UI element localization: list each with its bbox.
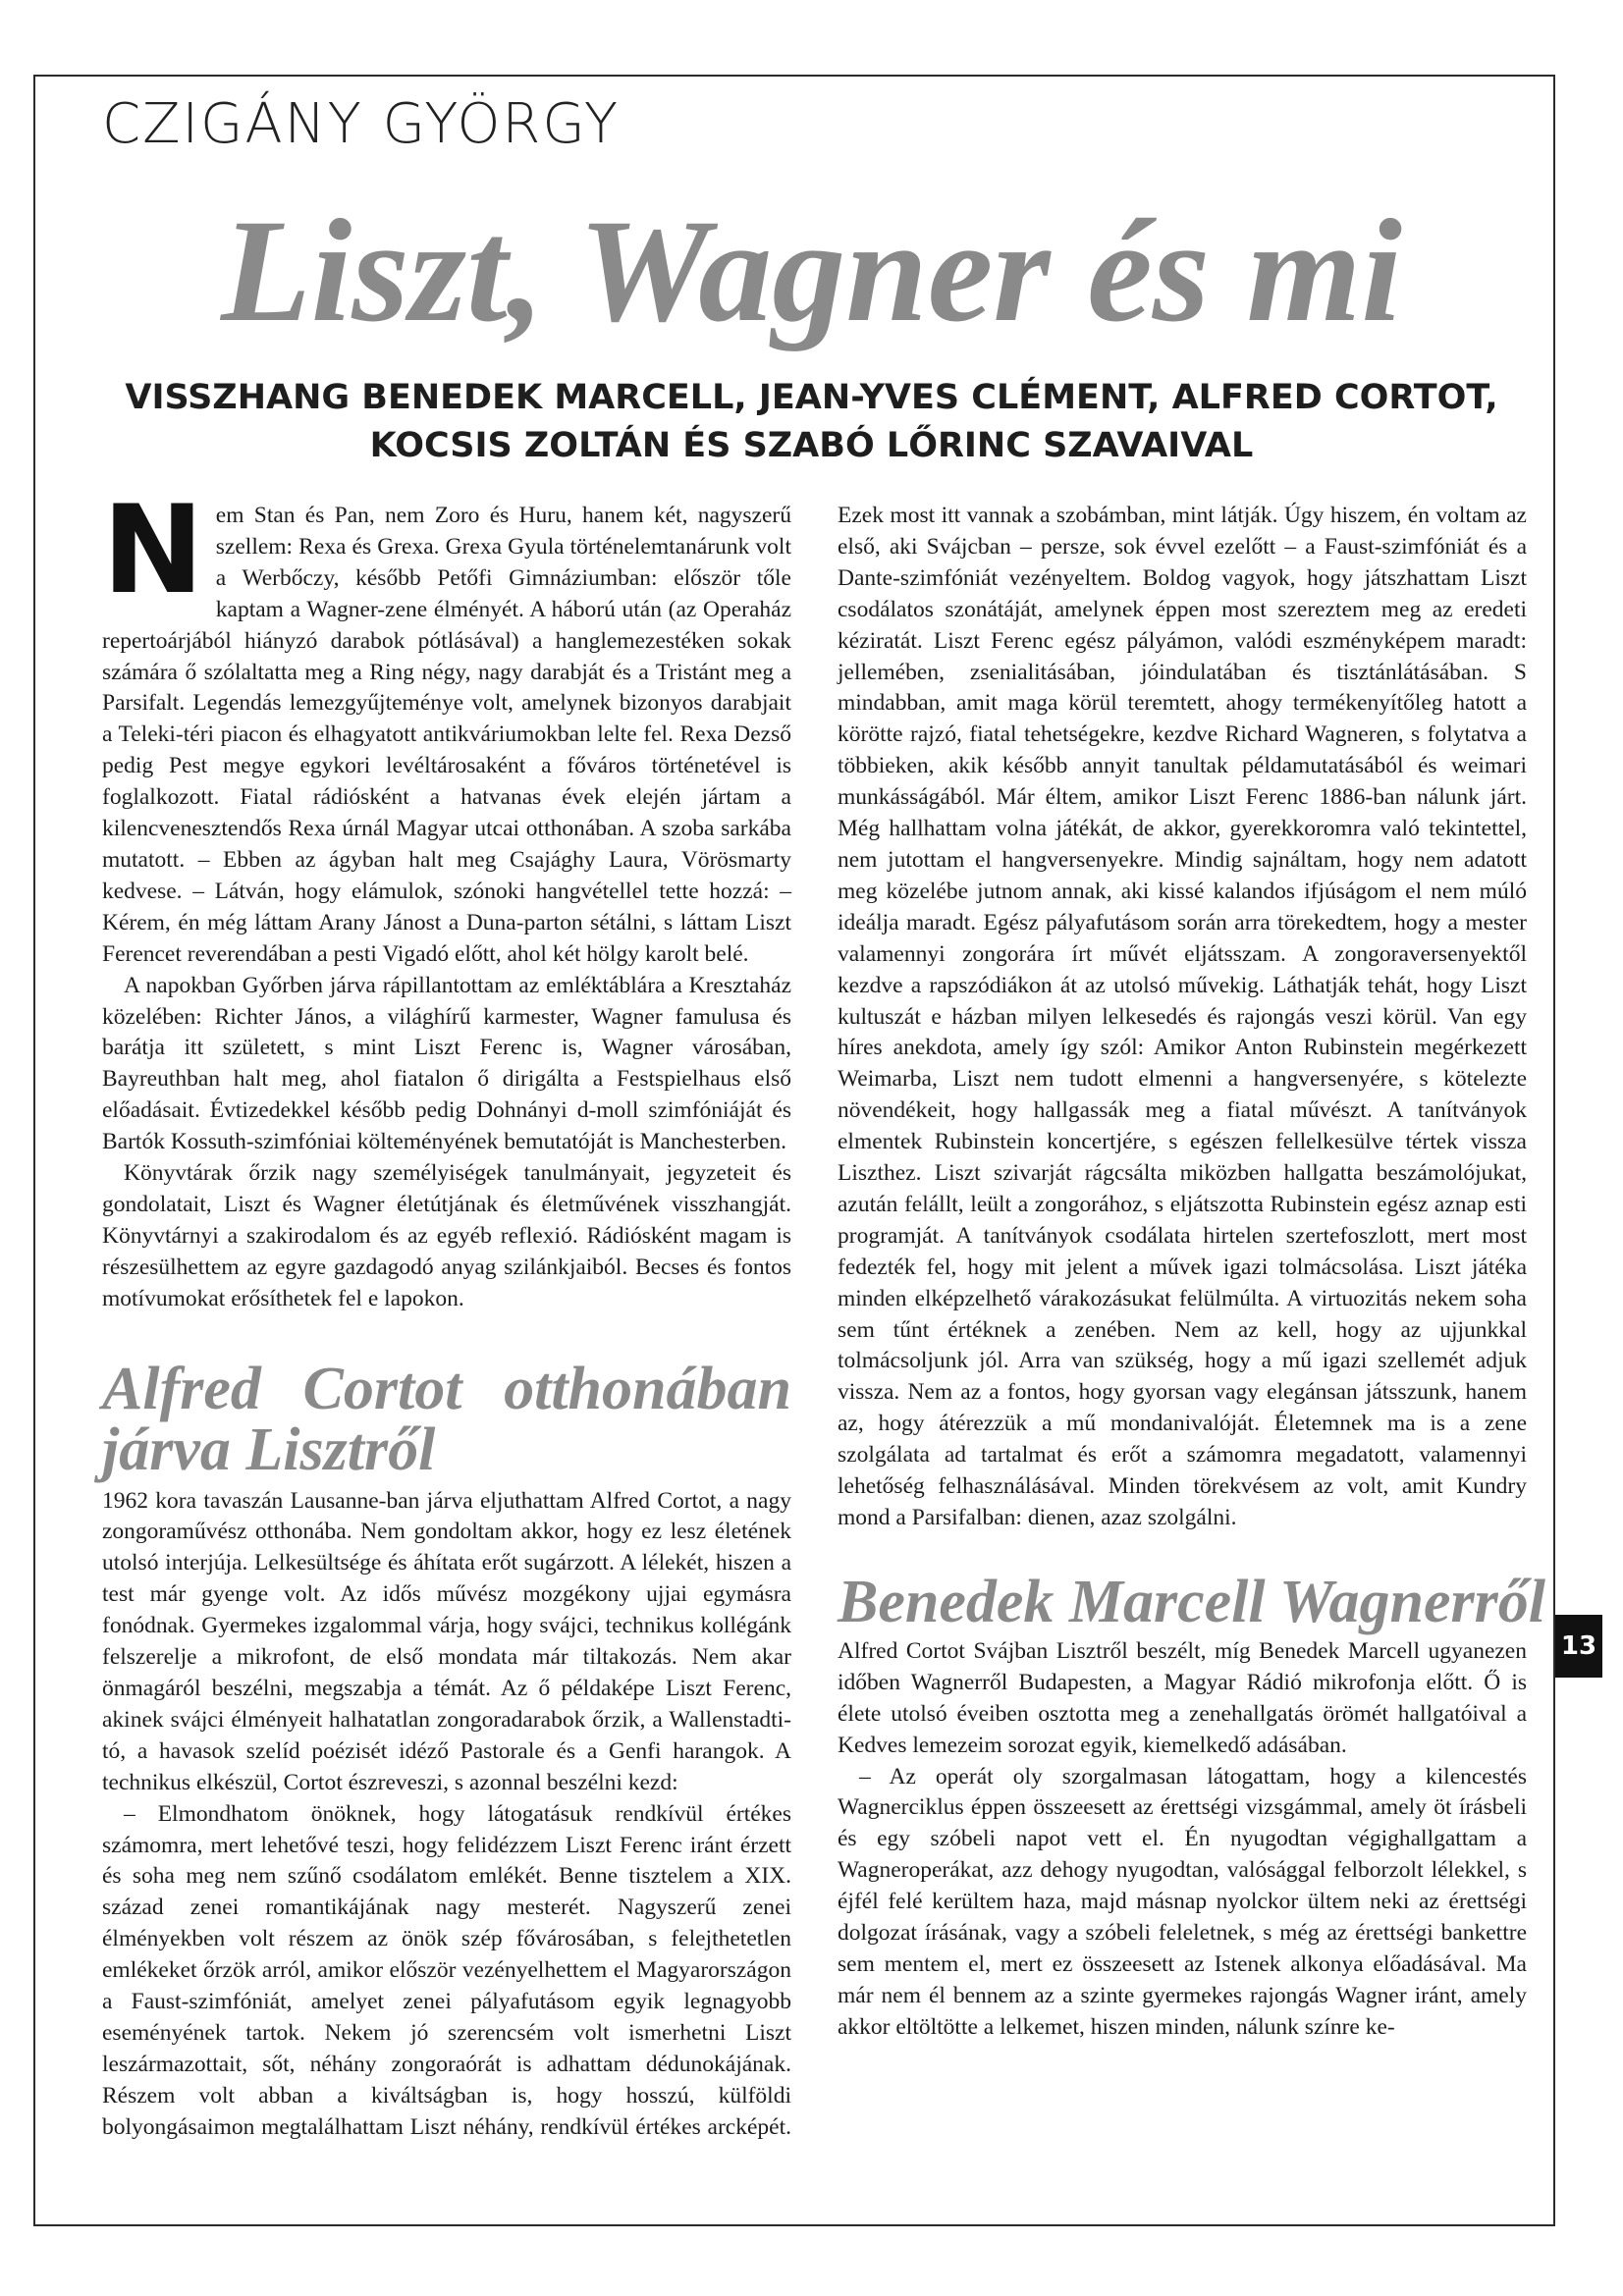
intro-paragraph-1 — [102, 480, 791, 971]
subtitle-line-1: VISSZHANG BENEDEK MARCELL, JEAN-YVES CLÉMENT, ALFRED CORTOT, — [125, 378, 1498, 417]
intro-paragraph-2: A napokban Győrben járva rápillantottam az emléktáblára a Kresztaház közelében: Richter János, a világhírű karmester, Wagner famulusa és barátja itt született, s mint Liszt Ferenc is, Wagner városában, Bayreuthban halt meg, ahol fiatalon ő dirigálta a Festspielhaus első előadásait. Évtizedekkel később pedig Dohnányi d-moll szimfóniáját és Bartók Kossuth-szimfóniai költeményének bemutatóját is Manchesterben. — [102, 972, 791, 1155]
drop-cap: N — [102, 480, 204, 621]
cortot-paragraph-2-continued: Ezek most itt vannak a szobámban, mint látják. Úgy hiszem, én voltam az első, aki Svájcban – persze, sok évvel ezelőtt – a Faust-szimfóniát és a Dante-szimfóniát vezényeltem. Boldog vagyok, hogy játszhattam Liszt csodálatos szonátáját, amelynek éppen most szereztem meg az eredeti kéziratát. Liszt Ferenc egész pályámon, valódi eszményképem maradt: jellemében, zsenialitásában, jóindulatában és tisztánlátásában. S mindabban, amit maga körül teremtett, ahogy termékenyítőleg hatott a körötte rajzó, fiatal tehetségekre, kezdve Richard Wagneren, s folytatva a többieken, akik később annyit tanultak példamutatásából és weimari munkásságából. Már éltem, amikor Liszt Ferenc 1886-ban nálunk járt. Még hallhattam volna játékát, de akkor, gyerekkoromra való tekintettel, nem jutottam el hangversenyekre. Mindig sajnáltam, hogy nem adatott meg közelébe jutnom annak, aki kissé kalandos ifjúságom el nem múló ideálja maradt. Egész pályafutásom során arra törekedtem, hogy a mester valamennyi zongorára írt művét eljátsszam. A zongoraversenyektől kezdve a rapszódiákon át az utolsó művekig. Láthatják tehát, hogy Liszt kultuszát e házban milyen lelkesedés és rajongás veszi körül. Van egy híres anekdota, amely így szól: Amikor Anton Rubinstein megérkezett Weimarba, Liszt nem tudott elmenni a hangversenyére, s kötelezte növendékeit, hogy hallgassák meg a fiatal művészt. A tanítványok elmentek Rubinstein koncertjére, s egészen fellelkesülve tértek vissza Liszthez. Liszt szivarját rágcsálta miközben hallgatta beszámolójukat, azután felállt, leült a zongorához, s eljátszotta Rubinstein egész aznap esti programját. A tanítványok csodálata hirtelen szertefoszlott, mert most fedezték fel, hogy mit jelent a művek igazi tolmácsolása. Liszt játéka minden elképzelhető várakozásukat felülmúlta. A virtuozitás nekem soha sem tűnt értéknek a zenében. Nem az kell, hogy az ujjunkkal tolmácsoljunk jól. Arra van szükség, hogy a mű igazi szellemét adjuk vissza. Nem az a fontos, hogy gyorsan vagy elegánsan játsszunk, hanem az, hogy átérezzük a mű mondanivalóját. Életemnek ma is a zene szolgálata ad tartalmat és erőt a számomra megadatott, valamennyi lehetőség felhasználásával. Minden törekvésem az volt, amit Kundry mond a Parsifalban: dienen, azaz szolgálni. — [838, 503, 1527, 1530]
section-heading-benedek: Benedek Marcell Wagnerről — [838, 1568, 1546, 1635]
cortot-paragraph-2: – Elmondhatom önöknek, hogy látogatásuk rendkívül értékes számomra, mert lehetővé teszi, hogy felidézzem Liszt Ferenc iránt érzett és soha meg nem szűnő csodálatom emlékét. Benne tisztelem a XIX. század zenei romantikájának nagy mesterét. Nagyszerű zenei élményekben volt részem az önök szép fővárosában, s felejthetetlen emlékeket őrzök arról, amikor először vezényelhettem el Magyarországon a Faust-szimfóniát, amelyet zenei pályafutásom egyik legnagyobb eseményének tartok. Nekem jó szerencsém volt ismerhetni Liszt leszármazottait, sőt, néhány zongoraórát is adhattam dédunokájának. Részem volt abban a kiváltságban is, hogy hosszú, külföldi bolyongásaimon megtalálhattam Liszt néhány, rendkívül értékes arcképét. — [102, 1800, 791, 2140]
article-title: Liszt, Wagner és mi — [221, 189, 1402, 352]
intro-paragraph-3: Könyvtárak őrzik nagy személyiségek tanulmányait, jegyzeteit és gondolatait, Liszt és Wagner életútjának és életművének visszhangját. Könyvtárnyi a szakirodalom és az egyéb reflexió. Rádiósként magam is részesülhettem az egyre gazdagodó anyag szilánkjaiból. Becses és fontos motívumokat erősíthetek fel e lapokon. — [102, 1160, 791, 1311]
benedek-paragraph-1: Alfred Cortot Svájban Lisztről beszélt, míg Benedek Marcell ugyanezen időben Wagnerről Budapesten, a Magyar Rádió mikrofonja előtt. Ő is élete utolsó éveiben osztotta meg a zenehallgatás örömét hallgatóival a Kedves lemezeim sorozat egyik, kiemelkedő adásában. — [838, 1637, 1527, 1758]
page-number: 13 — [1555, 1615, 1602, 1678]
benedek-paragraph-2: – Az operát oly szorgalmasan látogattam, hogy a kilencestés Wagnerciklus éppen összeesett az érettségi vizsgámmal, amely öt írásbeli és egy szóbeli napot vett el. Én nyugodtan végighallgattam a Wagneroperákat, azz dehogy nyugodtan, valósággal felborzolt lélekkel, s éjfél felé kerültem haza, majd másnap nyolckor ültem neki az érettségi dolgozat írásának, vagy a szóbeli feleletnek, s még az érettségi bankettre sem mentem el, mert ez összeesett az Istenek alkonya előadásával. Ma már nem él bennem az a szinte gyermekes rajongás Wagner iránt, amely akkor eltöltötte a lelkemet, hiszen minden, nálunk színre ke- — [838, 1763, 1527, 2040]
article-subtitle — [88, 374, 1535, 470]
intro-paragraph-1-text: em Stan és Pan, nem Zoro és Huru, hanem két, nagyszerű szellem: Rexa és Grexa. Grexa Gyula történelemtanárunk volt a Werbőczy, később Petőfi Gimnáziumban: először tőle kaptam a Wagner-zene élményét. A háború után (az Operaház repertoárjából hiányzó darabok pótlásával) a hanglemezestéken sokak számára ő szólaltatta meg a Ring négy, nagy darabját és a Tristánt meg a Parsifalt. Legendás lemezgyűjteménye volt, amelynek bizonyos darabjait a Teleki-téri piacon és elhagyatott antikváriumokban lelte fel. Rexa Dezső pedig Pest megye egykori levéltárosaként a főváros történetével is foglalkozott. Fiatal rádiósként a hatvanas évek elején jártam a kilencvenesztendős Rexa úrnál Magyar utcai otthonában. A szoba sarkába mutatott. – Ebben az ágyban halt meg Csajághy Laura, Vörösmarty kedvese. – Látván, hogy elámulok, szónoki hangvétellel tette hozzá: – Kérem, én még láttam Arany Jánost a Duna-parton sétálni, s láttam Liszt Ferencet reverendában a pesti Vigadó előtt, ahol két hölgy karolt belé. — [102, 503, 791, 967]
subtitle-line-2: KOCSIS ZOLTÁN ÉS SZABÓ LŐRINC SZAVAIVAL — [369, 426, 1254, 465]
body-column-right — [838, 501, 1546, 2044]
body-column-left — [102, 480, 791, 2144]
cortot-paragraph-1: 1962 kora tavaszán Lausanne-ban járva eljuthattam Alfred Cortot, a nagy zongoraművész otthonába. Nem gondoltam akkor, hogy ez lesz életének utolsó interjúja. Lelkesültsége és áhítata erőt sugárzott. A lélekét, hiszen a test már gyenge volt. Az idős művész mozgékony ujjai egymásra fonódnak. Gyermekes izgalommal várja, hogy svájci, technikus kollégánk felszerelje a mikrofont, de első mondata már tiltakozás. Nem akar önmagáról beszélni, megszabja a témát. Az ő példaképe Liszt Ferenc, akinek svájci élményeit halhatatlan zongoradarabok őrzik, a Wallenstadti-tó, a havasok szelíd poézisét idéző Pastorale és a Genfi harangok. A technikus elkészül, Cortot észreveszi, s azonnal beszélni kezd: — [102, 1487, 791, 1795]
author-name: CZIGÁNY GYÖRGY — [102, 92, 621, 156]
section-heading-cortot: Alfred Cortot otthonában járva Lisztről — [102, 1355, 791, 1483]
